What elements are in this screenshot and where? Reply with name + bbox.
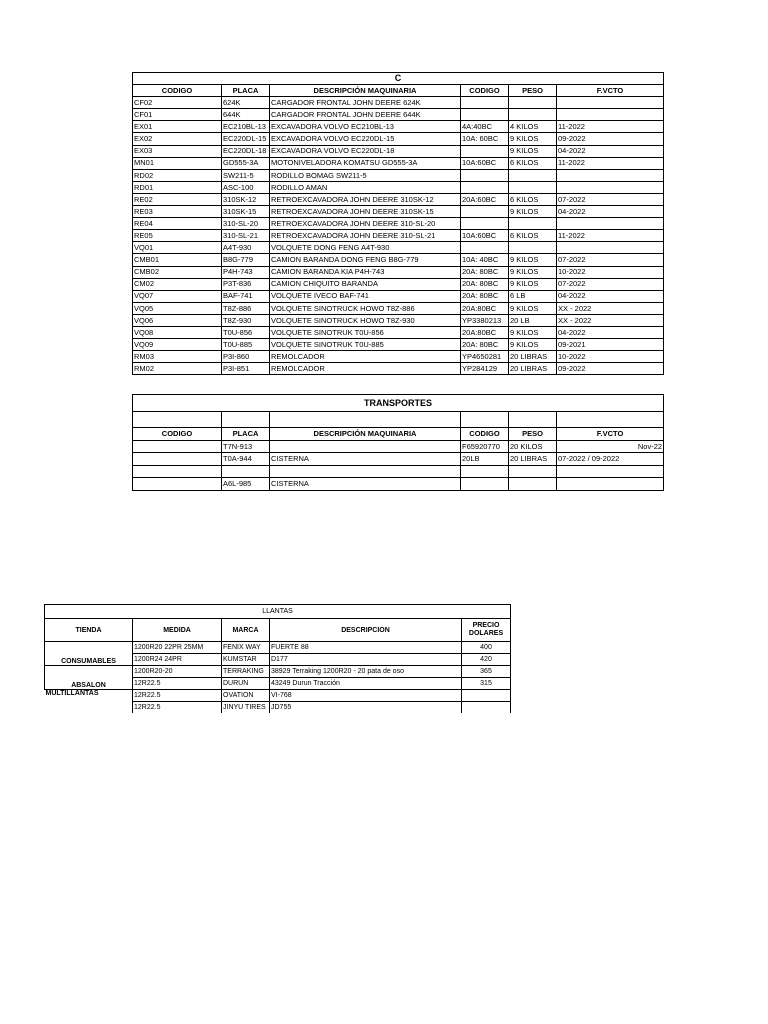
codigo-cell: RE04 [133,218,222,230]
peso-cell: 20 LIBRAS [509,351,557,363]
table-row [133,133,664,145]
codigo-cell [133,440,222,453]
peso-cell: 20 LB [509,314,557,326]
table-title-row [133,73,664,85]
table-row [133,465,664,478]
fvcto-cell: 10-2022 [557,266,664,278]
codigo2-cell: 20A: 80BC [461,339,509,351]
codigo2-cell: 20A: 80BC [461,290,509,302]
placa-cell: BAF-741 [222,290,270,302]
marca-cell: FENIX WAY [222,642,270,654]
codigo2-cell: 4A:40BC [461,121,509,133]
descripcion-cell: VOLQUETE IVECO BAF-741 [270,290,461,302]
placa-cell: T0U-885 [222,339,270,351]
header-codigo-2: CODIGO [461,428,509,441]
codigo2-cell: F65920770 [461,440,509,453]
fvcto-cell: 11-2022 [557,230,664,242]
medida-cell: 12R22.5 [133,702,222,714]
fvcto-cell: 09-2022 [557,133,664,145]
table-row [133,169,664,181]
peso-cell: 20 KILOS [509,440,557,453]
table-row [133,121,664,133]
codigo-cell: RD01 [133,181,222,193]
peso-cell: 9 KILOS [509,145,557,157]
fvcto-cell [557,169,664,181]
table-row [133,193,664,205]
fvcto-cell: 07-2022 / 09-2022 [557,453,664,466]
placa-cell: EC220DL-15 [222,133,270,145]
table-row [133,440,664,453]
descripcion-cell: RODILLO BOMAG SW211-5 [270,169,461,181]
header-row [45,619,511,642]
placa-cell: SW211-5 [222,169,270,181]
codigo-cell: MN01 [133,157,222,169]
llantas-table [44,604,511,713]
fvcto-cell: 10-2022 [557,351,664,363]
codigo2-cell: 20LB [461,453,509,466]
header-row [133,85,664,97]
codigo2-cell: 20A:60BC [461,193,509,205]
codigo-cell: EX01 [133,121,222,133]
fvcto-cell: 09-2021 [557,339,664,351]
codigo-cell: EX02 [133,133,222,145]
peso-cell: 6 LB [509,290,557,302]
descripcion-cell: CAMION BARANDA KIA P4H-743 [270,266,461,278]
store-cell: ABSALON [45,666,133,690]
peso-cell: 4 KILOS [509,121,557,133]
peso-cell [509,181,557,193]
table-row [133,351,664,363]
blank-row [133,412,664,428]
store-cell: MULTILLANTAS [45,690,99,697]
peso-cell [509,218,557,230]
codigo-cell: VQ08 [133,326,222,338]
header-codigo: CODIGO [133,85,222,97]
placa-cell: T0U-856 [222,326,270,338]
descripcion-cell: REMOLCADOR [270,363,461,375]
fvcto-cell [557,218,664,230]
header-codigo: CODIGO [133,428,222,441]
codigo2-cell: 20A:80BC [461,302,509,314]
fvcto-cell: XX - 2022 [557,302,664,314]
peso-cell: 20 LIBRAS [509,363,557,375]
precio-cell [462,702,511,714]
fvcto-cell: 11-2022 [557,157,664,169]
table-row [133,157,664,169]
medida-cell: 1200R20 22PR 25MM [133,642,222,654]
descripcion-cell [270,465,461,478]
header-precio: PRECIO DOLARES [462,619,511,642]
medida-cell: 1200R20-20 [133,666,222,678]
table-row [133,478,664,491]
header-peso: PESO [509,85,557,97]
peso-cell [509,478,557,491]
precio-cell: 420 [462,654,511,666]
table-row [133,363,664,375]
codigo-cell [133,453,222,466]
placa-cell: T8Z-886 [222,302,270,314]
codigo2-cell [461,145,509,157]
peso-cell: 20 LIBRAS [509,453,557,466]
fvcto-cell: 11-2022 [557,121,664,133]
precio-cell: 315 [462,678,511,690]
placa-cell: B8G-779 [222,254,270,266]
codigo-cell: RM02 [133,363,222,375]
codigo-cell: RE03 [133,206,222,218]
codigo-cell: VQ07 [133,290,222,302]
descripcion-cell: CISTERNA [270,478,461,491]
descripcion-cell: MOTONIVELADORA KOMATSU GD555-3A [270,157,461,169]
transportes-title: TRANSPORTES [133,395,664,412]
peso-cell: 9 KILOS [509,254,557,266]
fvcto-cell: 07-2022 [557,193,664,205]
codigo2-cell: 10A: 60BC [461,133,509,145]
table-row [133,339,664,351]
precio-cell: 400 [462,642,511,654]
table-row [133,206,664,218]
descripcion-cell: D177 [270,654,462,666]
header-peso: PESO [509,428,557,441]
table-row [133,109,664,121]
fvcto-cell: 07-2022 [557,278,664,290]
codigo2-cell: YP4650281 [461,351,509,363]
precio-cell: 365 [462,666,511,678]
placa-cell: P4H-743 [222,266,270,278]
peso-cell [509,242,557,254]
store-cell-empty [45,702,133,714]
marca-cell: JINYU TIRES [222,702,270,714]
codigo2-cell [461,97,509,109]
codigo2-cell: 10A: 40BC [461,254,509,266]
medida-cell: 12R22.5 [133,678,222,690]
codigo2-cell [461,478,509,491]
fvcto-cell [557,242,664,254]
placa-cell: 310SK-15 [222,206,270,218]
codigo2-cell: 20A:80BC [461,326,509,338]
codigo-cell: RM03 [133,351,222,363]
codigo-cell: VQ06 [133,314,222,326]
table-row [45,642,511,654]
descripcion-cell: CAMION BARANDA DONG FENG B8G-779 [270,254,461,266]
descripcion-cell: EXCAVADORA VOLVO EC220DL-18 [270,145,461,157]
placa-cell: 310-SL-20 [222,218,270,230]
table-row [133,254,664,266]
header-placa: PLACA [222,85,270,97]
peso-cell: 6 KILOS [509,157,557,169]
header-row [133,428,664,441]
fvcto-cell: 09-2022 [557,363,664,375]
placa-cell: T0A-944 [222,453,270,466]
codigo2-cell [461,169,509,181]
descripcion-cell: CAMION CHIQUITO BARANDA [270,278,461,290]
table-title-row [45,605,511,619]
codigo2-cell: YP284129 [461,363,509,375]
codigo-cell: VQ09 [133,339,222,351]
placa-cell: 310-SL-21 [222,230,270,242]
peso-cell: 9 KILOS [509,302,557,314]
marca-cell: OVATION [222,690,270,702]
descripcion-cell: VOLQUETE DONG FENG A4T-930 [270,242,461,254]
peso-cell: 9 KILOS [509,278,557,290]
fvcto-cell [557,478,664,491]
descripcion-cell: VI-768 [270,690,462,702]
placa-cell: P3I-851 [222,363,270,375]
placa-cell: 644K [222,109,270,121]
descripcion-cell: RETROEXCAVADORA JOHN DEERE 310-SL-21 [270,230,461,242]
codigo2-cell: 20A: 80BC [461,278,509,290]
machinery-title: C [133,73,664,85]
llantas-title: LLANTAS [45,605,511,619]
peso-cell: 9 KILOS [509,266,557,278]
header-fvcto: F.VCTO [557,85,664,97]
placa-cell: A4T-930 [222,242,270,254]
table-row [133,97,664,109]
codigo-cell: EX03 [133,145,222,157]
codigo-cell: CF02 [133,97,222,109]
placa-cell: 624K [222,97,270,109]
codigo2-cell [461,218,509,230]
codigo2-cell [461,181,509,193]
precio-cell [462,690,511,702]
table-row [133,453,664,466]
descripcion-cell: RETROEXCAVADORA JOHN DEERE 310-SL-20 [270,218,461,230]
table-row [133,278,664,290]
peso-cell [509,465,557,478]
table-row [133,230,664,242]
table-row [133,266,664,278]
descripcion-cell: VOLQUETE SINOTRUCK HOWO T8Z-886 [270,302,461,314]
peso-cell [509,109,557,121]
descripcion-cell: REMOLCADOR [270,351,461,363]
codigo2-cell [461,242,509,254]
fvcto-cell: 04-2022 [557,326,664,338]
fvcto-cell [557,465,664,478]
fvcto-cell: 07-2022 [557,254,664,266]
header-codigo-2: CODIGO [461,85,509,97]
marca-cell: TERRAKING [222,666,270,678]
codigo2-cell [461,109,509,121]
table-row [45,666,511,678]
descripcion-cell: RODILLO AMAN [270,181,461,193]
header-placa: PLACA [222,428,270,441]
descripcion-cell: VOLQUETE SINOTRUCK HOWO T8Z-930 [270,314,461,326]
medida-cell: 12R22.5 [133,690,222,702]
codigo-cell [133,478,222,491]
codigo2-cell: YP3380213 [461,314,509,326]
descripcion-cell: CISTERNA [270,453,461,466]
placa-cell [222,465,270,478]
fvcto-cell [557,97,664,109]
table-row [133,290,664,302]
codigo-cell: RD02 [133,169,222,181]
peso-cell: 6 KILOS [509,193,557,205]
peso-cell: 6 KILOS [509,230,557,242]
table-title-row [133,395,664,412]
descripcion-cell: CARGADOR FRONTAL JOHN DEERE 624K [270,97,461,109]
table-row [45,690,511,702]
placa-cell: P3I-860 [222,351,270,363]
machinery-table [132,72,664,375]
peso-cell: 9 KILOS [509,133,557,145]
table-row [133,302,664,314]
fvcto-cell [557,109,664,121]
header-tienda: TIENDA [45,619,133,642]
placa-cell: GD555-3A [222,157,270,169]
store-cell: CONSUMABLES [45,642,133,666]
table-row [133,242,664,254]
table-row [133,326,664,338]
placa-cell: T7N-913 [222,440,270,453]
header-descripcion: DESCRIPCION [270,619,462,642]
table-row [133,218,664,230]
codigo-cell: CF01 [133,109,222,121]
codigo-cell [133,465,222,478]
transportes-table [132,394,664,491]
placa-cell: EC210BL-13 [222,121,270,133]
codigo-cell: VQ05 [133,302,222,314]
fvcto-cell [557,181,664,193]
descripcion-cell: VOLQUETE SINOTRUK T0U-856 [270,326,461,338]
codigo2-cell [461,206,509,218]
placa-cell: P3T-836 [222,278,270,290]
codigo-cell: CM02 [133,278,222,290]
header-descripcion: DESCRIPCIÓN MAQUINARIA [270,428,461,441]
placa-cell: 310SK-12 [222,193,270,205]
codigo2-cell: 10A:60BC [461,230,509,242]
header-medida: MEDIDA [133,619,222,642]
codigo-cell: CMB01 [133,254,222,266]
marca-cell: KUMSTAR [222,654,270,666]
descripcion-cell: RETROEXCAVADORA JOHN DEERE 310SK-15 [270,206,461,218]
medida-cell: 1200R24 24PR [133,654,222,666]
peso-cell: 9 KILOS [509,339,557,351]
header-fvcto: F.VCTO [557,428,664,441]
descripcion-cell: EXCAVADORA VOLVO EC220DL-15 [270,133,461,145]
codigo2-cell: 20A: 80BC [461,266,509,278]
fvcto-cell: 04-2022 [557,206,664,218]
peso-cell [509,169,557,181]
marca-cell: DURUN [222,678,270,690]
table-row [133,145,664,157]
codigo-cell: VQ01 [133,242,222,254]
codigo-cell: RE02 [133,193,222,205]
table-row [45,702,511,714]
peso-cell: 9 KILOS [509,206,557,218]
placa-cell: T8Z-930 [222,314,270,326]
fvcto-cell: XX - 2022 [557,314,664,326]
descripcion-cell: RETROEXCAVADORA JOHN DEERE 310SK-12 [270,193,461,205]
descripcion-cell: VOLQUETE SINOTRUK T0U-885 [270,339,461,351]
fvcto-cell: 04-2022 [557,290,664,302]
descripcion-cell: 38929 Terraking 1200R20 - 20 pata de oso [270,666,462,678]
placa-cell: A6L-985 [222,478,270,491]
peso-cell: 9 KILOS [509,326,557,338]
descripcion-cell [270,440,461,453]
descripcion-cell: CARGADOR FRONTAL JOHN DEERE 644K [270,109,461,121]
descripcion-cell: EXCAVADORA VOLVO EC210BL-13 [270,121,461,133]
fvcto-cell: 04-2022 [557,145,664,157]
table-row [133,314,664,326]
descripcion-cell: 43249 Durun Tracción [270,678,462,690]
descripcion-cell: FUERTE 88 [270,642,462,654]
codigo-cell: RE05 [133,230,222,242]
header-marca: MARCA [222,619,270,642]
fvcto-cell: Nov-22 [557,440,664,453]
header-descripcion: DESCRIPCIÓN MAQUINARIA [270,85,461,97]
placa-cell: EC220DL-18 [222,145,270,157]
codigo-cell: CMB02 [133,266,222,278]
descripcion-cell: JD755 [270,702,462,714]
peso-cell [509,97,557,109]
table-row [133,181,664,193]
codigo2-cell: 10A:60BC [461,157,509,169]
codigo2-cell [461,465,509,478]
placa-cell: ASC-100 [222,181,270,193]
